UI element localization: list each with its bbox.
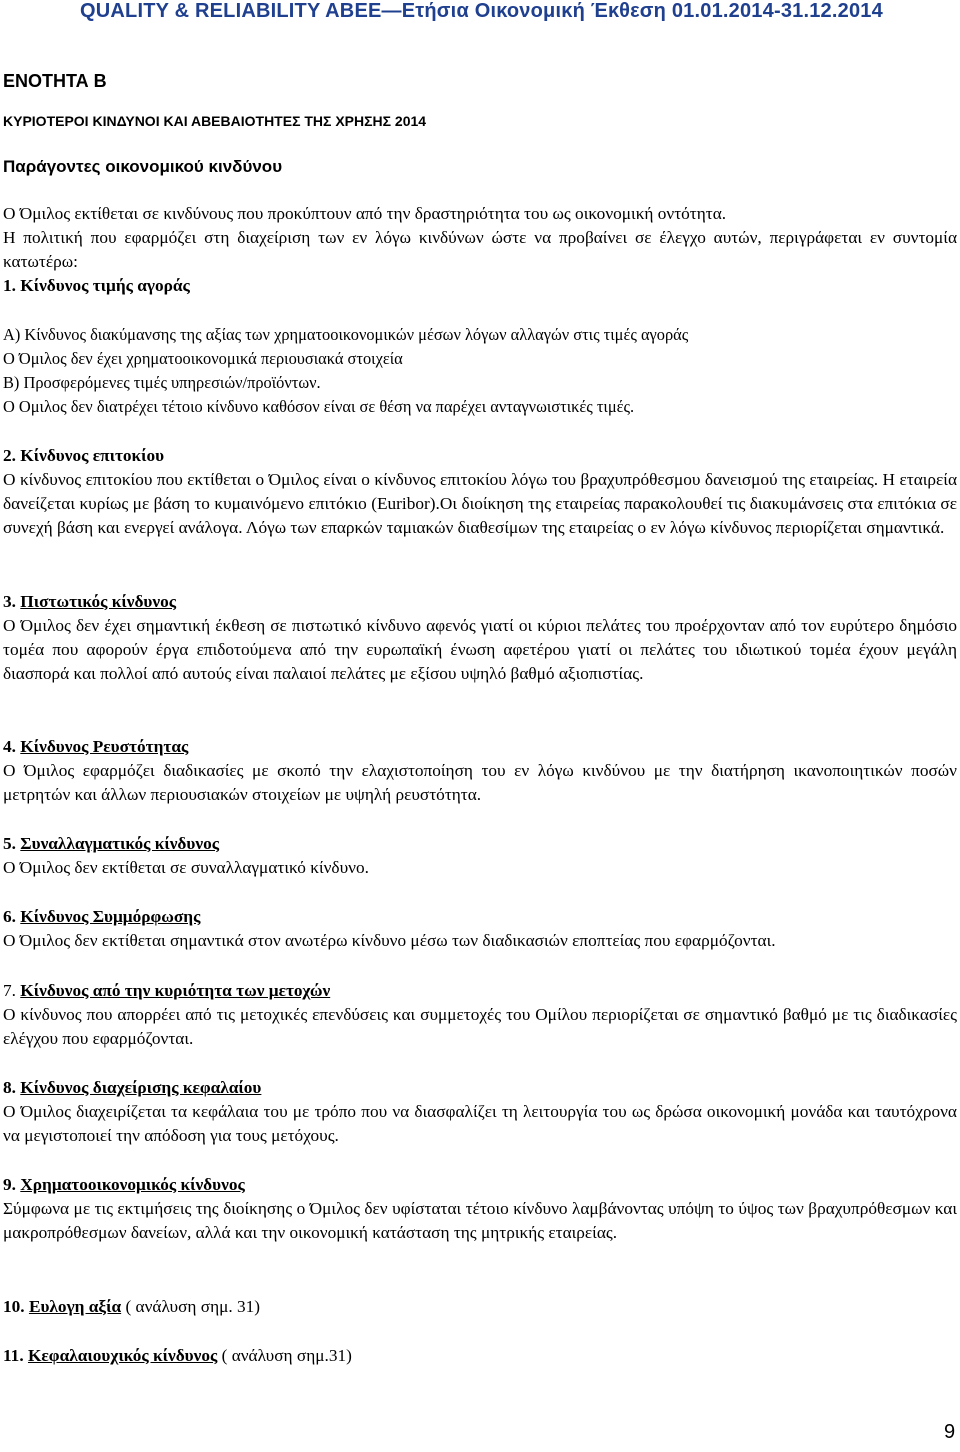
risk-9-num: 9. — [3, 1175, 16, 1194]
risk-8-text: Ο Όμιλος διαχειρίζεται τα κεφάλαια του με τρόπο που να διασφαλίζει τη λειτουργία του ως δρώσα οικονομική μονάδα και ταυτόχρονα να μεγιστοποιεί την απόδοση για τους μετόχους. — [3, 1102, 957, 1146]
risk-1-a-line: Α) Κίνδυνος διακύμανσης της αξίας των χρηματοοικονομικών μέσων λόγων αλλαγών στις τιμές αγοράς — [3, 325, 689, 344]
risk-2-text: Ο κίνδυνος επιτοκίου που εκτίθεται ο Όμιλος είναι ο κίνδυνος επιτοκίου λόγω του βραχυπρόθεσμου δανεισμού της εταιρείας. Η εταιρεία δανείζεται κυρίως με βάση το κυμαινόμενο επιτόκιο (Euribor).Οι διοίκηση της εταιρείας παρακολουθεί τις διακυμάνσεις στα επιτόκια σε συνεχή βάση και ενεργεί ανάλογα. Λόγω των επαρκών ταμιακών διαθεσίμων της εταιρείας ο εν λόγω κίνδυνος περιορίζεται σημαντικά. — [3, 470, 957, 538]
section-title: ΕΝΟΤΗΤΑ Β — [3, 71, 107, 91]
risk-5-num: 5. — [3, 834, 16, 853]
risk-7-heading — [3, 979, 957, 1003]
risk-6-heading — [3, 905, 957, 929]
risk-10-title: Ευλογη αξία — [28, 1297, 122, 1316]
risk-11-note: ( ανάλυση σημ.31) — [217, 1346, 352, 1365]
factors-title: Παράγοντες οικονομικού κινδύνου — [3, 157, 283, 176]
risk-10-note: ( ανάλυση σημ. 31) — [121, 1297, 261, 1316]
risk-2-heading — [3, 444, 957, 468]
risk-9-heading — [3, 1173, 957, 1197]
risk-7-title: Κίνδυνος από την κυριότητα των μετοχών — [20, 981, 331, 1000]
risk-6-title: Κίνδυνος Συμμόρφωσης — [20, 907, 201, 926]
risk-4-heading — [3, 735, 957, 759]
risk-11-num: 11. — [3, 1346, 24, 1365]
risk-5-title: Συναλλαγματικός κίνδυνος — [20, 834, 220, 853]
risk-3-heading — [3, 590, 957, 614]
risk-10-heading — [3, 1295, 957, 1319]
risk-6-text: Ο Όμιλος δεν εκτίθεται σημαντικά στον ανωτέρω κίνδυνο μέσω των διαδικασιών εποπτείας που εφαρμόζονται. — [3, 931, 776, 950]
risk-6-num: 6. — [3, 907, 16, 926]
risk-1-a-text: Ο Όμιλος δεν έχει χρηματοοικονομικά περιουσιακά στοιχεία — [3, 349, 403, 368]
risk-4-num: 4. — [3, 737, 16, 756]
risk-8-title: Κίνδυνος διαχείρισης κεφαλαίου — [20, 1078, 262, 1097]
risk-1-b-line: Β) Προσφερόμενες τιμές υπηρεσιών/προϊόντων. — [3, 373, 321, 392]
risk-5-text: Ο Όμιλος δεν εκτίθεται σε συναλλαγματικό κίνδυνο. — [3, 858, 369, 877]
intro-line-1: Ο Όμιλος εκτίθεται σε κινδύνους που προκύπτουν από την δραστηριότητα του ως οικονομική οντότητα. — [3, 204, 727, 223]
risk-9-title: Χρηματοοικονομικός κίνδυνος — [20, 1175, 245, 1194]
risk-2-title: Κίνδυνος επιτοκίου — [20, 446, 165, 465]
risk-8-heading — [3, 1076, 957, 1100]
risk-11-title: Κεφαλαιουχικός κίνδυνος — [27, 1346, 218, 1365]
page-number: 9 — [944, 1421, 956, 1443]
risk-5-heading — [3, 832, 957, 856]
risk-11-heading — [3, 1344, 957, 1368]
risk-10-num: 10. — [3, 1297, 25, 1316]
risk-3-title: Πιστωτικός κίνδυνος — [20, 592, 177, 611]
risk-4-text: Ο Όμιλος εφαρμόζει διαδικασίες με σκοπό την ελαχιστοποίηση του εν λόγω κινδύνου με την διατήρηση ικανοποιητικών ποσών μετρητών και άλλων περιουσιακών στοιχείων με υψηλή ρευστότητα. — [3, 761, 957, 805]
risk-3-text: Ο Όμιλος δεν έχει σημαντική έκθεση σε πιστωτικό κίνδυνο αφενός γιατί οι κύριοι πελάτες του προέρχονταν από τον ευρύτερο δημόσιο τομέα που αφορούν έργα επιδοτούμενα από την ευρωπαϊκή ένωση αφετέρου γιατί οι πελάτες του ιδιωτικού τομέα έχουν μεγάλη διασπορά και πολλοί από αυτούς είναι παλαιοί πελάτες με εξίσου υψηλό βαθμό αξιοπιστίας. — [3, 616, 957, 684]
intro-text-2: Η πολιτική που εφαρμόζει στη διαχείριση των εν λόγω κινδύνων ώστε να προβαίνει σε έλεγχο αυτών, περιγράφεται εν συντομία κατωτέρω: — [3, 228, 957, 272]
risk-1-b-text: Ο Ομιλος δεν διατρέχει τέτοιο κίνδυνο καθόσον είναι σε θέση να παρέχει ανταγνωιστικές τιμές. — [3, 397, 635, 416]
report-header: QUALITY & RELIABILITY ABEE—Ετήσια Οικονομική Έκθεση 01.01.2014-31.12.2014 — [80, 0, 883, 22]
risk-7-text: Ο κίνδυνος που απορρέει από τις μετοχικές επενδύσεις και συμμετοχές του Ομίλου περιορίζεται σε σημαντικό βαθμό με τις διαδικασίες ελέγχου που εφαρμόζονται. — [3, 1005, 957, 1049]
risk-7-num: 7. — [3, 981, 16, 1000]
risk-3-num: 3. — [3, 592, 16, 611]
risk-1-heading: 1. Κίνδυνος τιμής αγοράς — [3, 276, 190, 295]
risk-2-num: 2. — [3, 446, 16, 465]
risk-4-title: Κίνδυνος Ρευστότητας — [20, 737, 189, 756]
risk-9-text: Σύμφωνα με τις εκτιμήσεις της διοίκησης ο Όμιλος δεν υφίσταται τέτοιο κίνδυνο λαμβάνοντας υπόψη το ύψος των βραχυπρόθεσμων και μακροπρόθεσμων δανείων, αλλά και την οικονομική κατάσταση της μητρικής εταιρείας. — [3, 1199, 957, 1243]
risk-8-num: 8. — [3, 1078, 16, 1097]
section-subtitle: ΚΥΡΙΟΤΕΡΟΙ ΚΙΝΔΥΝΟΙ ΚΑΙ ΑΒΕΒΑΙΟΤΗΤΕΣ ΤΗΣ ΧΡΗΣΗΣ 2014 — [3, 113, 427, 129]
